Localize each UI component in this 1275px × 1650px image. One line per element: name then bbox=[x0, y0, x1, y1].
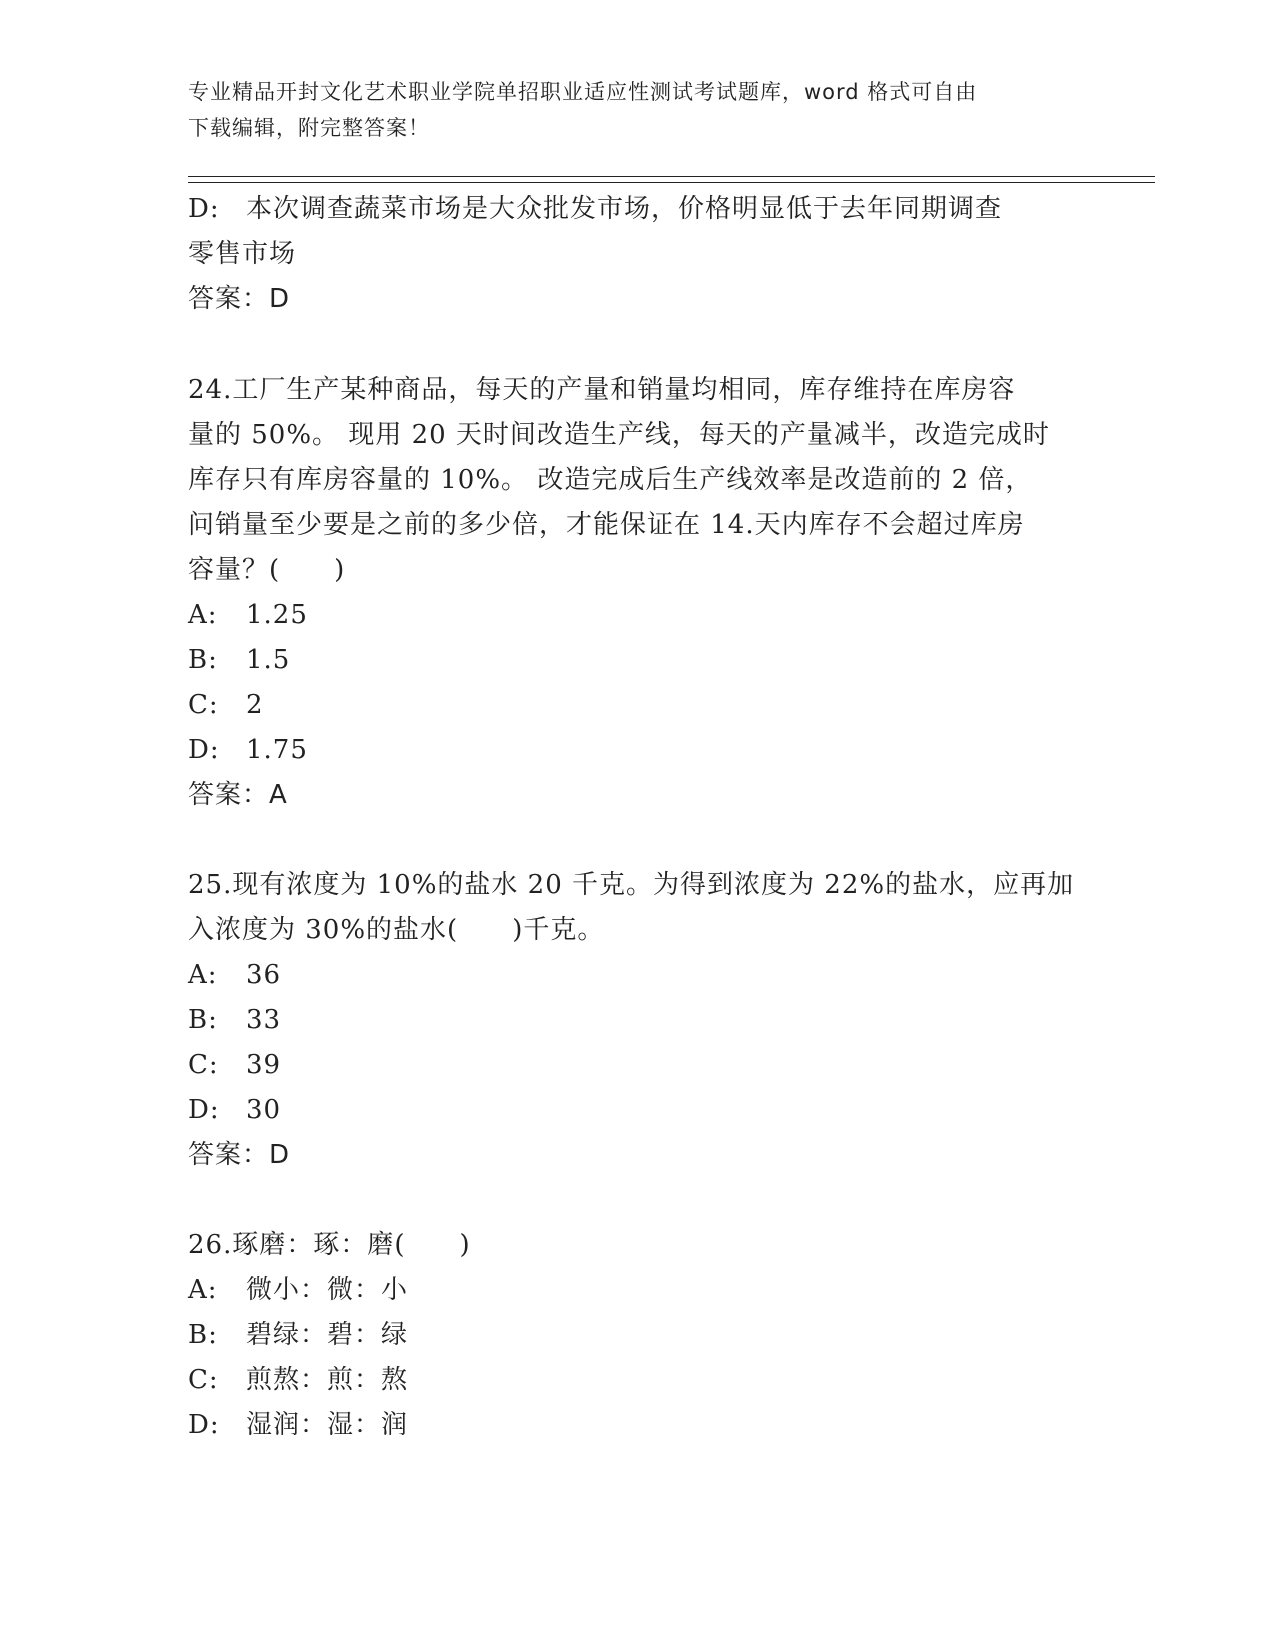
q26-option-b bbox=[188, 1312, 408, 1358]
q24-stem-line-3: 库存只有库房容量的 10%。 改造完成后生产线效率是改造前的 2 倍， bbox=[188, 465, 1033, 495]
q26-option-d-label: D: bbox=[188, 1410, 220, 1440]
q24-option-c-label: C: bbox=[188, 690, 219, 720]
q26-option-c-text: 煎熬：煎：熬 bbox=[246, 1365, 409, 1395]
header-line-2: 下载编辑，附完整答案！ bbox=[188, 116, 430, 140]
q24-option-a-text: 1.25 bbox=[246, 600, 308, 630]
q25-option-d-label: D: bbox=[188, 1095, 220, 1125]
q25-option-a-label: A: bbox=[188, 960, 218, 990]
q26-option-d bbox=[188, 1402, 408, 1448]
q24-option-a bbox=[188, 592, 308, 638]
q24-stem-line-1: 24.工厂生产某种商品，每天的产量和销量均相同，库存维持在库房容 bbox=[188, 375, 1016, 405]
q24-option-b-label: B: bbox=[188, 645, 218, 675]
q24-stem-line-5: 容量？( ) bbox=[188, 555, 346, 585]
q25-option-a-text: 36 bbox=[246, 960, 282, 990]
page-header bbox=[188, 74, 1068, 146]
header-rule-top bbox=[188, 176, 1155, 177]
q24-option-d-text: 1.75 bbox=[246, 735, 308, 765]
header-rule-bottom bbox=[188, 182, 1155, 183]
q24-option-d-label: D: bbox=[188, 735, 220, 765]
q26-option-a-label: A: bbox=[188, 1275, 218, 1305]
q24-stem-line-2: 量的 50%。 现用 20 天时间改造生产线，每天的产量减半，改造完成时 bbox=[188, 420, 1050, 450]
q24-answer: 答案：A bbox=[188, 780, 288, 810]
q25-option-c-label: C: bbox=[188, 1050, 219, 1080]
q23-option-d-text: 本次调查蔬菜市场是大众批发市场，价格明显低于去年同期调查 bbox=[246, 194, 1003, 224]
q26-option-a-text: 微小：微：小 bbox=[246, 1275, 409, 1305]
q26-option-c-label: C: bbox=[188, 1365, 219, 1395]
q24-option-c-text: 2 bbox=[246, 690, 264, 720]
q25-option-b-text: 33 bbox=[246, 1005, 282, 1035]
q26-option-d-text: 湿润：湿：润 bbox=[246, 1410, 409, 1440]
q26-option-b-text: 碧绿：碧：绿 bbox=[246, 1320, 409, 1350]
q24-option-b-text: 1.5 bbox=[246, 645, 291, 675]
q25-option-b-label: B: bbox=[188, 1005, 218, 1035]
header-line-1: 专业精品开封文化艺术职业学院单招职业适应性测试考试题库，word 格式可自由 bbox=[188, 80, 978, 104]
q24-stem-line-4: 问销量至少要是之前的多少倍，才能保证在 14.天内库存不会超过库房 bbox=[188, 510, 1025, 540]
q26-stem-line-1: 26.琢磨：琢：磨( ) bbox=[188, 1230, 471, 1260]
q25-stem-line-1: 25.现有浓度为 10%的盐水 20 千克。为得到浓度为 22%的盐水，应再加 bbox=[188, 870, 1075, 900]
q23-option-d bbox=[188, 186, 1002, 232]
q25-option-c bbox=[188, 1042, 281, 1088]
q25-option-b bbox=[188, 997, 281, 1043]
q24-option-c bbox=[188, 682, 264, 728]
q23-option-d-continued: 零售市场 bbox=[188, 239, 297, 269]
q24-option-a-label: A: bbox=[188, 600, 218, 630]
q23-option-d-label: D: bbox=[188, 194, 220, 224]
q25-option-d-text: 30 bbox=[246, 1095, 282, 1125]
q24-option-d bbox=[188, 727, 308, 773]
q26-option-c bbox=[188, 1357, 408, 1403]
q23-answer: 答案：D bbox=[188, 284, 291, 314]
q25-stem-line-2: 入浓度为 30%的盐水( )千克。 bbox=[188, 915, 605, 945]
q25-option-a bbox=[188, 952, 281, 998]
q25-answer: 答案：D bbox=[188, 1140, 291, 1170]
q25-option-c-text: 39 bbox=[246, 1050, 282, 1080]
q25-option-d bbox=[188, 1087, 281, 1133]
q26-option-b-label: B: bbox=[188, 1320, 218, 1350]
q24-option-b bbox=[188, 637, 290, 683]
q26-option-a bbox=[188, 1267, 408, 1313]
